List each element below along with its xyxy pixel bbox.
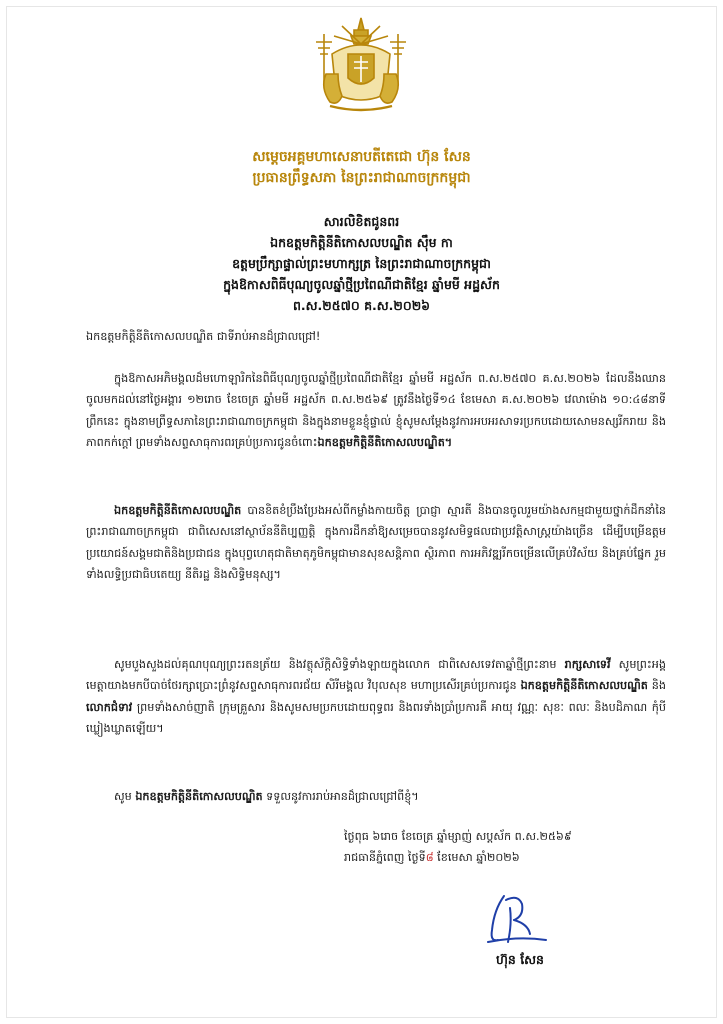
paragraph-3-text-c: និង (647, 679, 666, 693)
lunar-date: ថ្ងៃពុធ ៦រោច ខែចេត្រ ឆ្នាំម្សាញ់ សប្ដស័ក ព.ស.២៥៦៩ (344, 830, 572, 843)
signatory-name: ហ៊ុន សែន (496, 952, 544, 967)
paragraph-2-text: បានខិតខំប្រឹងប្រែងអស់ពីកម្លាំងកាយចិត្ត ប្រាជ្ញា ស្មារតី និងបានចូលរួមយ៉ាងសកម្មជាមួយថ្នាក់ដឹកនាំនៃព្រះរាជាណាចក្រកម្ពុជា ជាពិសេសនៅស្ថាប័ននីតិប្បញ្ញត្តិ ក្នុងការដឹកនាំឱ្យសម្រេចបាននូវសមិទ្ធផលជាប្រវត្តិសាស្ត្រយ៉ាងច្រើន ដើម្បីបម្រើឧត្តមប្រយោជន៍សង្គមជាតិនិងប្រជាជន ក្នុងបុព្វហេតុជាតិមាតុភូមិកម្ពុជាមានសុខសន្តិភាព ស្ថិរភាព ការអភិវឌ្ឍរីកចម្រើនលើគ្រប់វិស័យ និងគ្រប់ផ្នែក រួមទាំងលទ្ធិប្រជាធិបតេយ្យ នីតិរដ្ឋ និងសិទ្ធិមនុស្ស។ (86, 504, 666, 582)
paragraph-3-text-d: ព្រមទាំងសាច់ញាតិ ក្រុមគ្រួសារ និងសូមសមប្រកបដោយពុទ្ធពរ និងពរទាំងប្រាំប្រការគឺ អាយុ វណ្ណៈ សុខៈ ពលៈ និងបដិភាណ កុំបីឃ្លៀងឃ្លាតឡើយ។ (86, 700, 666, 736)
occasion-line: ក្នុងឱកាសពិធីបុណ្យចូលឆ្នាំថ្មីប្រពៃណីជាតិខ្មែរ ឆ្នាំមមី អដ្ឋស័ក (223, 277, 500, 292)
paragraph-3-recipient: ឯកឧត្តមកិត្តិនីតិកោសលបណ្ឌិត (520, 679, 648, 693)
paragraph-3-text-b: សូមព្រះអង្គមេត្តាយាងមកបីបាច់ថែរក្សាប្រោះព្រំនូវសព្ទសាធុការពរជ័យ សិរីមង្គល វិបុលសុខ មហាប្រសើរគ្រប់ប្រការជូន (86, 658, 666, 693)
paragraph-3-text-a: សូមបួងសួងដល់គុណបុណ្យព្រះរតនត្រ័យ និងវត្ថុស័ក្តិសិទ្ធិទាំងឡាយក្នុងលោក ជាពិសេសទេវតាឆ្នាំថ្មីព្រះនាម (114, 658, 565, 671)
paragraph-1-text: ក្នុងឱកាសអភិមង្គលដ៏មហោឡារិកនៃពិធីបុណ្យចូលឆ្នាំថ្មីប្រពៃណីជាតិខ្មែរ ឆ្នាំមមី អដ្ឋស័ក ព.ស.២៥៧០ គ.ស.២០២៦ ដែលនឹងឈានចូលមកដល់នៅថ្ងៃអង្គារ ១២រោច ខែចេត្រ ឆ្នាំមមី អដ្ឋស័ក ព.ស.២៥៦៩ ត្រូវនឹងថ្ងៃទី១៤ ខែមេសា គ.ស.២០២៦ វេលាម៉ោង ១០:៤៨នាទីព្រឹកនេះ ក្នុងនាមព្រឹទ្ធសភានៃព្រះរាជាណាចក្រកម្ពុជា និងក្នុងនាមខ្លួនខ្ញុំផ្ទាល់ ខ្ញុំសូមសម្ដែងនូវការអបអរសាទរប្រកបដោយសោមនស្សរីករាយ និងភាពកក់ក្ដៅ ព្រមទាំងសព្ទសាធុការពរគ្រប់ប្រការជូនចំពោះ (86, 372, 666, 450)
paragraph-2-recipient: ឯកឧត្តមកិត្តិនីតិកោសលបណ្ឌិត (114, 504, 242, 517)
recipient-position: ឧត្តមប្រឹក្សាផ្ទាល់ព្រះមហាក្សត្រ នៃព្រះរាជាណាចក្រកម្ពុជា (232, 256, 491, 271)
salutation: ឯកឧត្តមកិត្តិនីតិកោសលបណ្ឌិត ជាទីរាប់អានដ៏ជ្រាលជ្រៅ! (86, 330, 321, 343)
paragraph-4-text-b: ទទួលនូវការរាប់អានដ៏ជ្រាលជ្រៅពីខ្ញុំ។ (262, 790, 419, 803)
paragraph-4-text-a: សូម (114, 790, 136, 803)
paragraph-3 (86, 654, 666, 740)
new-year-deity-name: រាក្សសាទេវី (564, 658, 611, 671)
paragraph-1 (86, 368, 666, 454)
occasion-year: ព.ស.២៥៧០ គ.ស.២០២៦ (292, 298, 431, 313)
recipient-name: ឯកឧត្តមកិត្តិនីតិកោសលបណ្ឌិត ស៊ឹម កា (270, 235, 453, 250)
royal-coat-of-arms-icon (302, 14, 420, 118)
sender-name: សម្ដេចអគ្គមហាសេនាបតីតេជោ ហ៊ុន សែន (252, 149, 471, 165)
signature-icon (484, 890, 550, 948)
handwritten-day: ៨ (425, 851, 434, 864)
letter-title: សារលិខិតជូនពរ (323, 214, 400, 229)
place-and-date: រាជធានីភ្នំពេញ ថ្ងៃទី៨ ខែមេសា ឆ្នាំ២០២៦ (344, 851, 520, 864)
paragraph-4 (86, 786, 666, 807)
paragraph-2 (86, 500, 666, 586)
paragraph-1-recipient: ឯកឧត្តមកិត្តិនីតិកោសលបណ្ឌិត។ (317, 436, 453, 450)
paragraph-4-recipient: ឯកឧត្តមកិត្តិនីតិកោសលបណ្ឌិត (135, 790, 263, 803)
sender-position: ប្រធានព្រឹទ្ធសភា នៃព្រះរាជាណាចក្រកម្ពុជា (252, 170, 471, 186)
paragraph-3-spouse: លោកជំទាវ (86, 700, 133, 714)
